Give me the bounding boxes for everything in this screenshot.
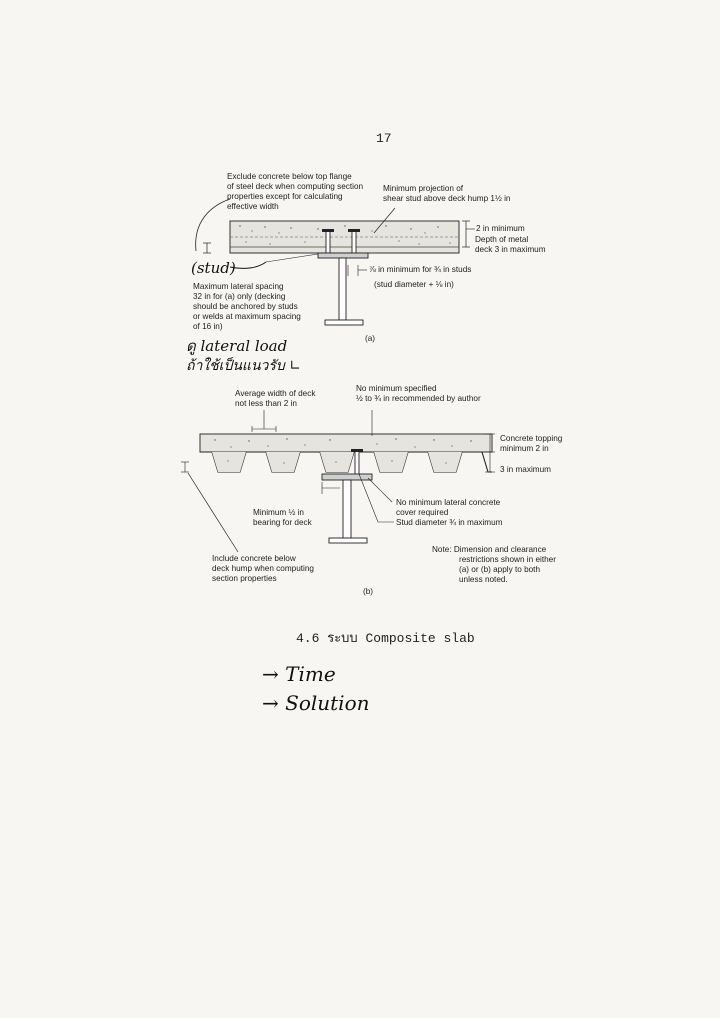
figure-b-label: (b): [363, 587, 374, 596]
lateral-spacing-note: Maximum lateral spacing 32 in for (a) only (decking should be anchored by studs or welds at maximum spacing of 16 in): [193, 282, 301, 331]
hand-lateral-load: ดู lateral load: [186, 337, 288, 355]
exclude-note: Exclude concrete below top flange of steel deck when computing section properties except for calculating effective width: [227, 172, 364, 211]
no-lateral-note: No minimum lateral concrete cover required: [396, 498, 501, 517]
section-heading: 4.6 ระบบ Composite slab: [296, 631, 475, 646]
projection-note: Minimum projection of shear stud above deck hump 1½ in: [383, 184, 511, 203]
stud-min-label: ⅞ in minimum for ¾ in studs: [369, 265, 472, 274]
include-note: Include concrete below deck hump when computing section properties: [212, 554, 314, 583]
stud-diameter-label: (stud diameter + ⅛ in): [374, 280, 454, 289]
figure-a-label: (a): [365, 334, 376, 343]
min-2in-label: 2 in minimum: [476, 224, 525, 233]
depth-note: Depth of metal deck 3 in maximum: [475, 235, 546, 254]
max-3in-label: 3 in maximum: [500, 465, 551, 474]
no-min-note: No minimum specified ½ to ¾ in recommended by author: [356, 384, 481, 403]
bearing-note: Minimum ½ in bearing for deck: [253, 508, 312, 527]
stud-max-label: Stud diameter ¾ in maximum: [396, 518, 503, 527]
hand-time: → Time: [262, 662, 336, 686]
page-number: 17: [376, 131, 392, 146]
dimension-note: Note: Dimension and clearance restrictions shown in either (a) or (b) apply to both unless noted.: [432, 545, 556, 584]
hand-stud-note: (stud): [191, 259, 236, 277]
hand-thai-note: ถ้าใช้เป็นแนวรับ ∟: [186, 358, 301, 374]
avg-width-note: Average width of deck not less than 2 in: [235, 389, 316, 408]
topping-note: Concrete topping minimum 2 in: [500, 434, 563, 453]
hand-solution: → Solution: [262, 691, 370, 715]
